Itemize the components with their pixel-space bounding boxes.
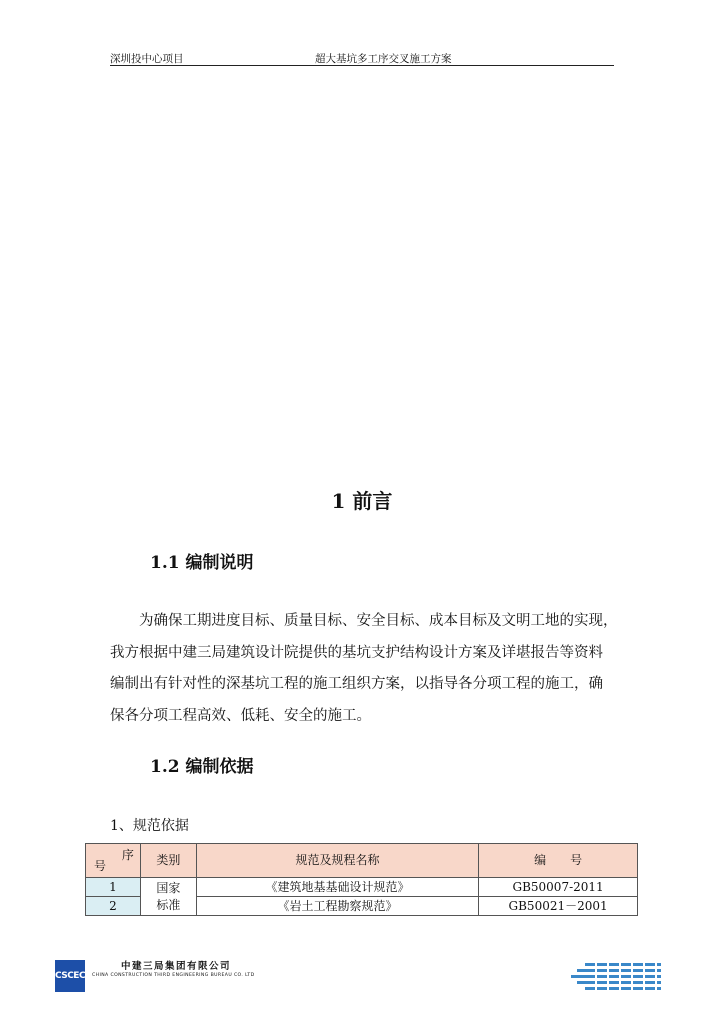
paragraph-line: 我方根据中建三局建筑设计院提供的基坑支护结构设计方案及详堪报告等资料 [110,644,603,661]
header-document-title: 超大基坑多工序交叉施工方案 [315,53,452,65]
row-code: GB50021－2001 [479,897,638,916]
header-seq-top: 序 [121,848,134,862]
header-project-name: 深圳投中心项目 [110,53,184,65]
subheading-standards: 1、规范依据 [110,818,189,834]
header-code: 编 号 [479,844,638,878]
standards-table [85,843,638,916]
paragraph-line: 保各分项工程高效、低耗、安全的施工。 [110,707,371,724]
stripes-logo-icon [567,961,661,991]
row-code: GB50007-2011 [479,878,638,897]
header-seq-bottom: 号 [94,859,107,873]
table-row [86,878,638,897]
row-seq: 1 [86,878,141,897]
section-title-1-1: 1.1 编制说明 [150,553,254,573]
category-line: 国家 [156,880,181,895]
row-category [140,878,196,916]
header-standard-name: 规范及规程名称 [196,844,478,878]
page-footer [55,955,665,995]
category-line: 标准 [156,897,181,912]
paragraph-line: 编制出有针对性的深基坑工程的施工组织方案，以指导各分项工程的施工，确 [110,676,603,692]
row-seq: 2 [86,897,141,916]
header-category: 类别 [140,844,196,878]
chapter-title: 1 前言 [331,489,393,513]
page-header [110,51,614,66]
header-seq [86,844,141,878]
company-name-en: CHINA CONSTRUCTION THIRD ENGINEERING BUREAU CO. LTD [92,973,255,978]
section-title-1-2: 1.2 编制依据 [150,757,254,777]
cscec-logo-icon: CSCEC [55,960,85,992]
row-standard-name: 《岩土工程勘察规范》 [196,897,478,916]
paragraph-line: 为确保工期进度目标、质量目标、安全目标、成本目标及文明工地的实现， [139,613,618,629]
table-header-row [86,844,638,878]
intro-paragraph [110,606,616,732]
company-name-cn: 中建三局集团有限公司 [121,961,232,972]
row-standard-name: 《建筑地基基础设计规范》 [196,878,478,897]
